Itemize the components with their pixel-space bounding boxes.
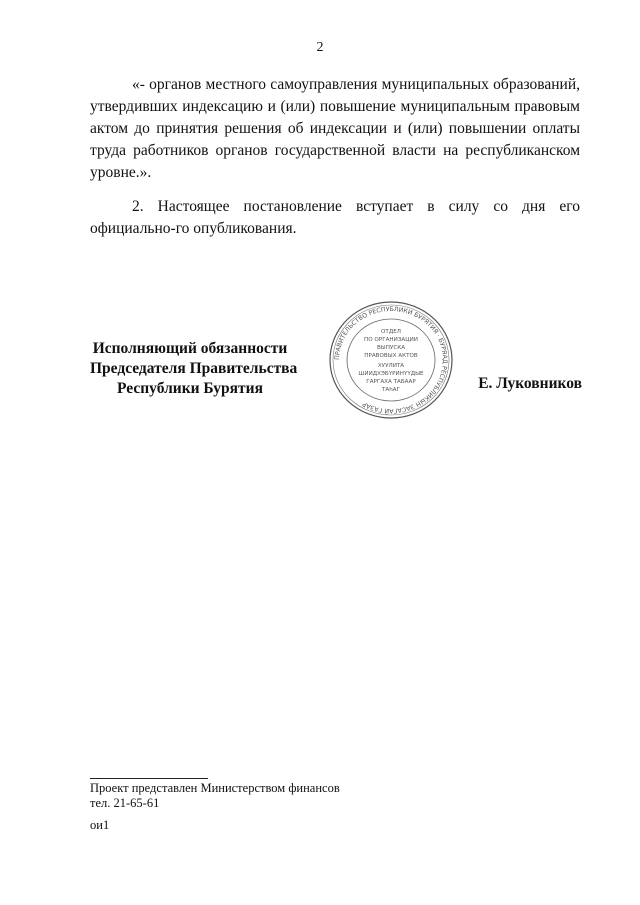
seal-center-line: ШИИДХЭБҮРИНҮҮДЫЕ [358, 371, 424, 377]
seal-center-line: ХУУЛИТА [377, 363, 405, 369]
signer-position-line: Республики Бурятия [117, 380, 263, 397]
seal-center-line: ОТДЕЛ [381, 329, 401, 335]
footnote [90, 781, 340, 811]
seal-center-line: ПО ОРГАНИЗАЦИИ [364, 337, 418, 343]
footnote-phone: тел. 21-65-61 [90, 796, 160, 810]
signer-position [90, 339, 298, 399]
seal-center-line: ТАһАГ [381, 387, 401, 393]
seal-center-line: ГАРГАХА ТАБААР [366, 379, 416, 385]
seal-outer-text: ПРАВИТЕЛЬСТВО РЕСПУБЛИКИ БУРЯТИЯ · БУРЯАД РЕСПУБЛИКЫН ЗАСАГАЙ ГАЗАР [333, 305, 449, 415]
document-code: ои1 [90, 818, 110, 832]
seal-center-line: ПРАВОВЫХ АКТОВ [364, 353, 418, 359]
official-seal [327, 300, 455, 420]
signer-position-line: Исполняющий обязанности [92, 340, 288, 357]
page-number: 2 [316, 40, 324, 55]
signer-name: Е. Луковников [478, 375, 582, 392]
footnote-author: Проект представлен Министерством финансов [90, 781, 340, 795]
footnote-divider [90, 778, 208, 779]
paragraph-effective-date: 2. Настоящее постановление вступает в силу со дня его официально-го опубликования. [90, 198, 580, 237]
signer-position-line: Председателя Правительства [90, 360, 298, 377]
paragraph-amendment: «- органов местного самоуправления муниципальных образований, утвердивших индексацию и (или) повышение муниципальным правовым актом до принятия решения об индексации и (или) повышении оплаты труда работников органов государственной власти на республиканском уровне.». [90, 76, 580, 181]
seal-center-line: ВЫПУСКА [376, 345, 406, 351]
